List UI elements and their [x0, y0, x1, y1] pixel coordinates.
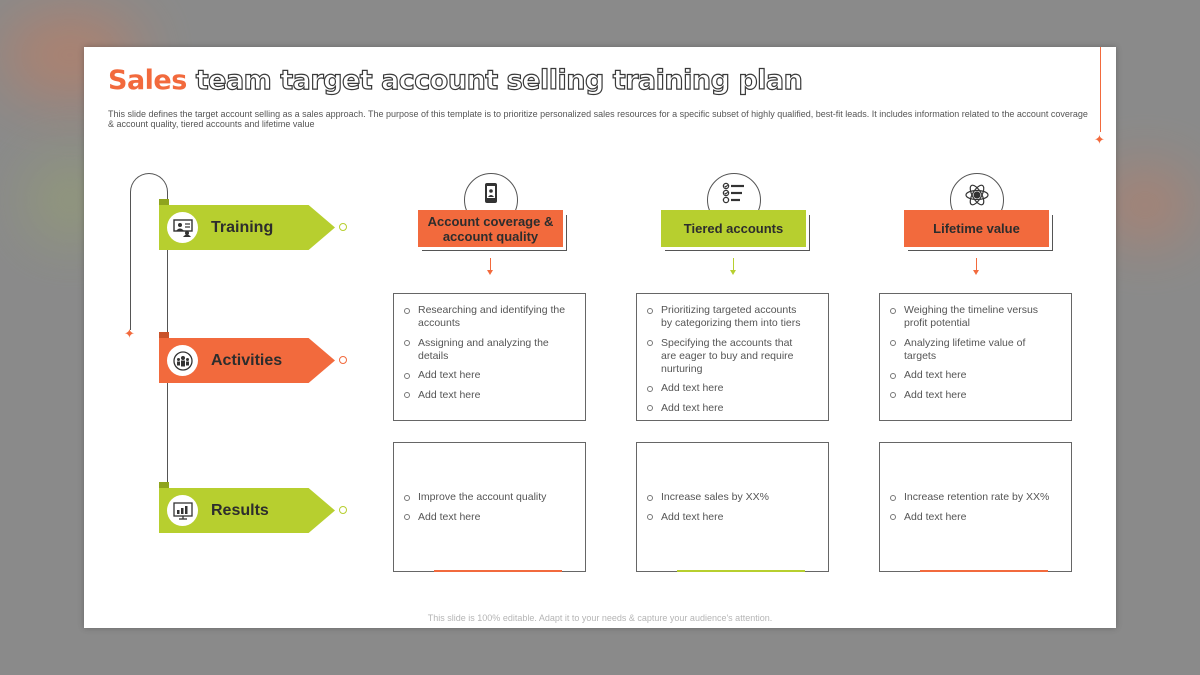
box-accent-underline — [677, 570, 805, 572]
list-item: Add text here — [886, 369, 1053, 382]
list-item: Improve the account quality — [400, 491, 567, 504]
activities-box-account-coverage — [393, 293, 586, 421]
list-item: Add text here — [886, 389, 1053, 402]
team-activities-icon — [167, 345, 198, 376]
box-accent-underline — [434, 570, 562, 572]
list-item: Assigning and analyzing the details — [400, 337, 567, 363]
down-arrow-icon — [490, 258, 491, 272]
column-header-label: Lifetime value — [933, 221, 1020, 236]
list-item: Prioritizing targeted accounts by categorizing them into tiers — [643, 304, 810, 330]
timeline-left-line — [130, 192, 131, 330]
column-header-lifetime-value — [904, 210, 1049, 247]
stage-label-activities: Activities — [211, 352, 283, 369]
activities-box-lifetime-value — [879, 293, 1072, 421]
slide-subtitle: This slide defines the target account selling as a sales approach. The purpose of this template is to prioritize personalized sales resources for a specific subset of highly qualified, best-fit leads. It includes information related to the account coverage & account quality, tiered accounts and lifetime value — [108, 109, 1088, 129]
down-arrow-icon — [733, 258, 734, 272]
list-item: Add text here — [886, 511, 1053, 524]
corner-star-icon: ✦ — [1094, 132, 1105, 147]
slide — [84, 47, 1116, 628]
corner-accent-line — [1100, 47, 1101, 132]
list-item: Increase sales by XX% — [643, 491, 810, 504]
column-header-label: Account coverage & account quality — [427, 213, 554, 244]
column-header-tiered-accounts — [661, 210, 806, 247]
slide-footer: This slide is 100% editable. Adapt it to your needs & capture your audience's attention. — [427, 613, 773, 623]
stage-label-training: Training — [211, 219, 274, 236]
list-item: Specifying the accounts that are eager to buy and require nurturing — [643, 337, 810, 376]
column-header-account-coverage — [418, 210, 563, 247]
list-item: Add text here — [400, 369, 567, 382]
stage-connector-dot — [339, 356, 347, 364]
stage-activities — [159, 338, 335, 383]
list-item: Weighing the timeline versus profit potential — [886, 304, 1053, 330]
list-item: Add text here — [643, 511, 810, 524]
list-item: Increase retention rate by XX% — [886, 491, 1053, 504]
list-item: Add text here — [643, 382, 810, 395]
down-arrow-icon — [976, 258, 977, 272]
list-item: Add text here — [400, 511, 567, 524]
training-presentation-icon — [167, 212, 198, 243]
results-chart-icon — [167, 495, 198, 526]
list-item: Analyzing lifetime value of targets — [886, 337, 1053, 363]
list-item: Researching and identifying the accounts — [400, 304, 567, 330]
title-highlight: Sales — [108, 65, 187, 96]
results-box-lifetime-value — [879, 442, 1072, 572]
box-accent-underline — [920, 570, 1048, 572]
activities-box-tiered-accounts — [636, 293, 829, 421]
title-rest: team target account selling training plan — [195, 65, 803, 96]
stage-results — [159, 488, 335, 533]
results-box-account-coverage — [393, 442, 586, 572]
stage-connector-dot — [339, 223, 347, 231]
stage-connector-dot — [339, 506, 347, 514]
timeline-star-icon: ✦ — [124, 326, 135, 341]
list-item: Add text here — [643, 402, 810, 415]
column-header-label: Tiered accounts — [683, 221, 784, 236]
stage-training — [159, 205, 335, 250]
stage-label-results: Results — [211, 502, 269, 519]
results-box-tiered-accounts — [636, 442, 829, 572]
slide-title — [108, 65, 802, 96]
list-item: Add text here — [400, 389, 567, 402]
